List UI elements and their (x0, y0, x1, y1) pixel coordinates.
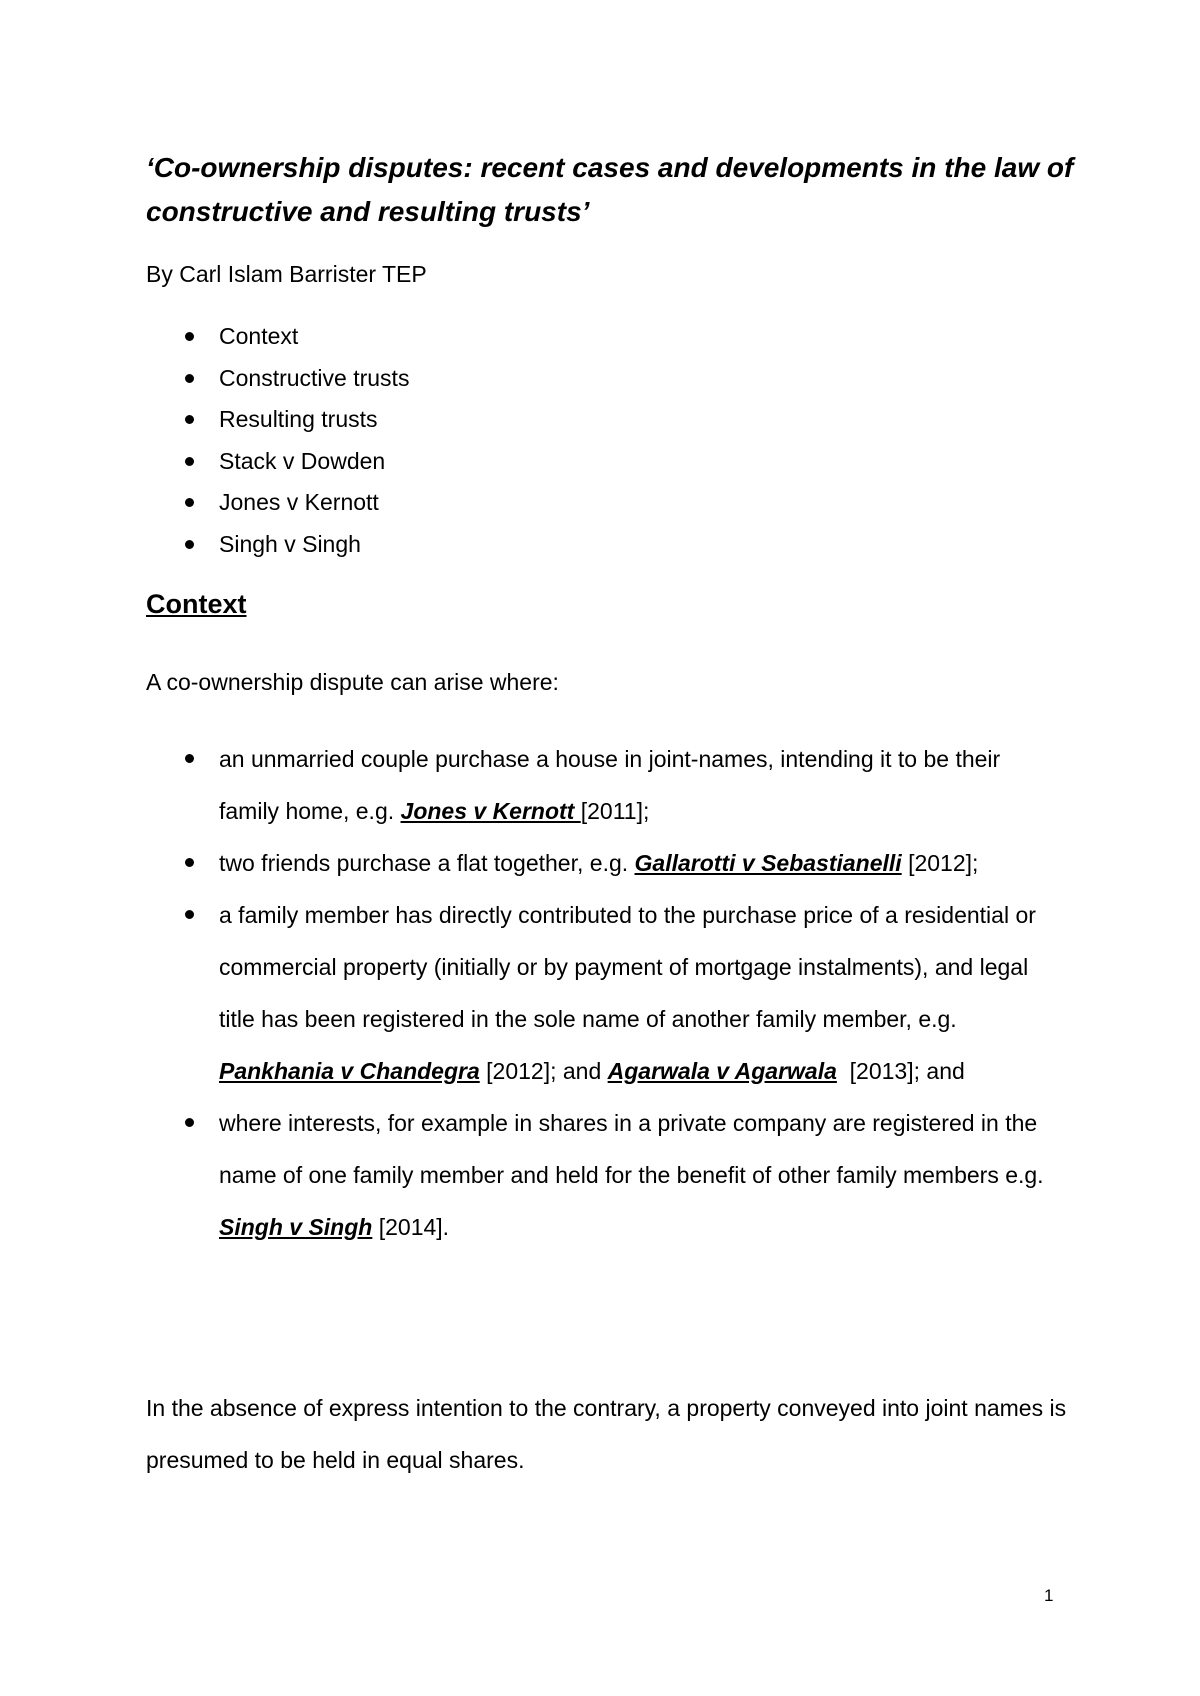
item-text: [2014]. (372, 1214, 450, 1240)
intro-text: A co-ownership dispute can arise where: (146, 669, 559, 695)
topic-label: Constructive trusts (219, 364, 410, 391)
topic-label: Resulting trusts (219, 406, 378, 433)
case-citation: Pankhania v Chandegra (219, 1058, 480, 1084)
list-item (146, 837, 1066, 889)
item-text: two friends purchase a flat together, e.g. (219, 850, 635, 876)
section-heading: Context (146, 589, 247, 619)
list-item (146, 889, 1066, 1097)
bullet-icon (185, 415, 194, 424)
item-text: where interests, for example in shares in a private company are registered in the name of one family member and held for the benefit of other family members e.g. (219, 1110, 1044, 1188)
case-citation: Agarwala v Agarwala (607, 1058, 837, 1084)
topic-label: Context (219, 323, 299, 349)
bullet-icon (185, 457, 194, 466)
item-text: [2012]; (901, 850, 979, 876)
circumstances-list (146, 733, 1066, 1253)
item-text: a family member has directly contributed to the purchase price of a residential or commercial property (initially or by payment of mortgage instalments), and legal title has been registered in the sole name of another family member, e.g. (219, 902, 1036, 1032)
closing-paragraph: In the absence of express intention to the contrary, a property conveyed into joint names is presumed to be held in equal shares. (146, 1395, 1067, 1473)
page-number: 1 (1044, 1586, 1054, 1605)
case-citation: Gallarotti v Sebastianelli (634, 850, 902, 876)
item-text: [2013]; and (836, 1058, 965, 1084)
topic-item (146, 486, 409, 528)
item-text: an unmarried couple purchase a house in joint-names, intending it to be their family home, e.g. (219, 746, 1001, 824)
topic-label: Stack v Dowden (219, 447, 386, 474)
bullet-icon (185, 910, 194, 919)
topics-list (146, 320, 409, 570)
case-citation: Singh v Singh (219, 1214, 373, 1240)
document-title: ‘Co-ownership disputes: recent cases and developments in the law of constructive and resulting trusts’ (146, 152, 1074, 227)
bullet-icon (185, 332, 194, 341)
topic-item (146, 320, 409, 362)
topic-label: Jones v Kernott (219, 489, 379, 516)
bullet-icon (185, 374, 194, 383)
topic-item (146, 403, 409, 445)
case-citation: Jones v Kernott (400, 798, 581, 824)
topic-item (146, 528, 409, 570)
item-text: [2012]; and (479, 1058, 608, 1084)
list-item (146, 733, 1066, 837)
author-byline: By Carl Islam Barrister TEP (146, 261, 427, 287)
bullet-icon (185, 858, 194, 867)
item-text: [2011]; (580, 798, 650, 824)
topic-item (146, 362, 409, 404)
list-item (146, 1097, 1066, 1253)
bullet-icon (185, 498, 194, 507)
bullet-icon (185, 540, 194, 549)
topic-label: Singh v Singh (219, 530, 361, 557)
bullet-icon (185, 1118, 194, 1127)
bullet-icon (185, 754, 194, 763)
topic-item (146, 445, 409, 487)
